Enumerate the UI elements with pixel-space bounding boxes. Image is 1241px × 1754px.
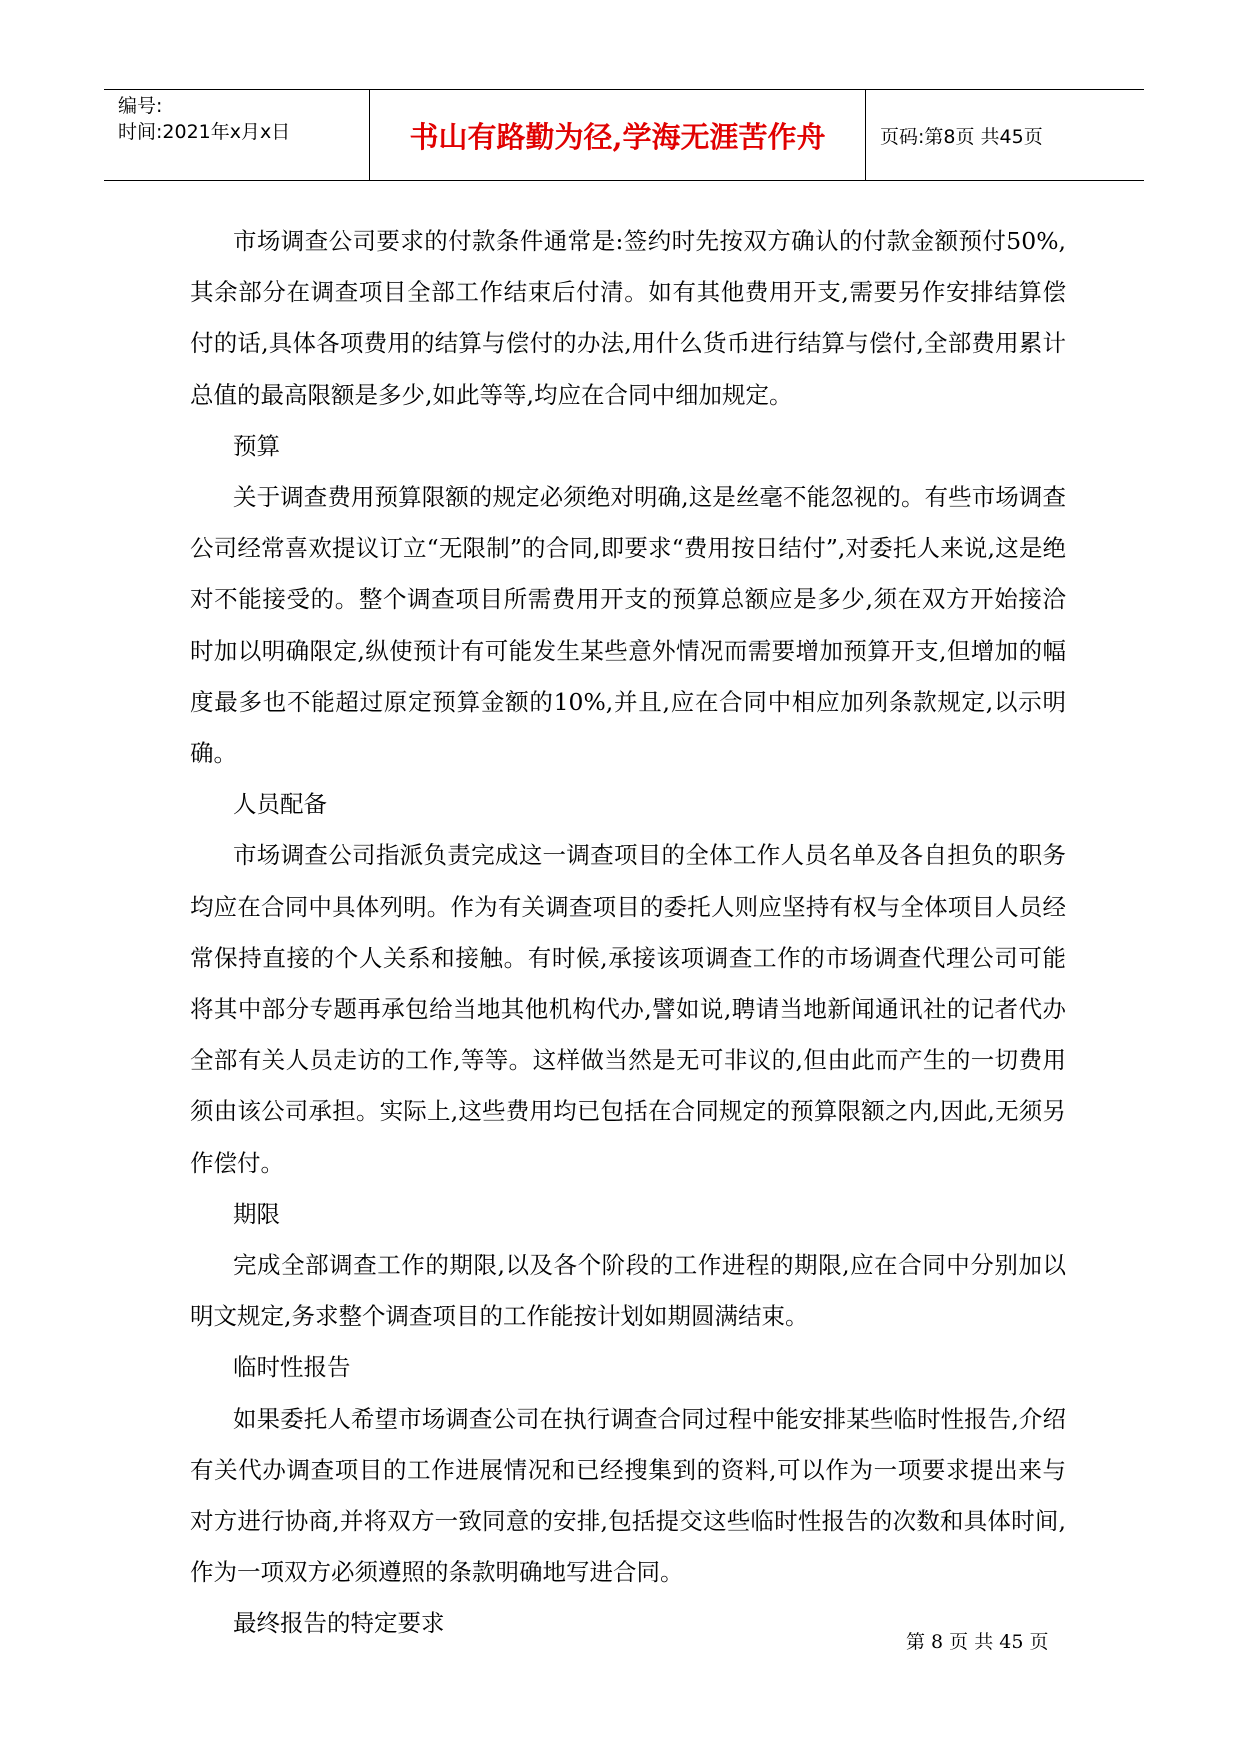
page-footer xyxy=(906,1627,1048,1654)
paragraph-staffing: 市场调查公司指派负责完成这一调查项目的全体工作人员名单及各自担负的职务均应在合同中具体列明。作为有关调查项目的委托人则应坚持有权与全体项目人员经常保持直接的个人关系和接触。有时候,承接该项调查工作的市场调查代理公司可能将其中部分专题再承包给当地其他机构代办,譬如说,聘请当地新闻通讯社的记者代办全部有关人员走访的工作,等等。这样做当然是无可非议的,但由此而产生的一切费用须由该公司承担。实际上,这些费用均已包括在合同规定的预算限额之内,因此,无须另作偿付。 xyxy=(190,841,1066,1177)
footer-page-number: 第 8 页 共 45 页 xyxy=(906,1631,1049,1653)
section-heading-budget: 预算 xyxy=(233,431,280,460)
section-heading-interim-report: 临时性报告 xyxy=(233,1353,351,1382)
number-label: 编号: xyxy=(118,95,163,117)
header-page-cell xyxy=(866,90,1144,180)
paragraph-interim-report: 如果委托人希望市场调查公司在执行调查合同过程中能安排某些临时性报告,介绍有关代办调查项目的工作进展情况和已经搜集到的资料,可以作为一项要求提出来与对方进行协商,并将双方一致同意的安排,包括提交这些临时性报告的次数和具体时间,作为一项双方必须遵照的条款明确地写进合同。 xyxy=(190,1404,1066,1587)
paragraph-budget: 关于调查费用预算限额的规定必须绝对明确,这是丝毫不能忽视的。有些市场调查公司经常喜欢提议订立“无限制”的合同,即要求“费用按日结付”,对委托人来说,这是绝对不能接受的。整个调查项目所需费用开支的预算总额应是多少,须在双方开始接洽时加以明确限定,纵使预计有可能发生某些意外情况而需要增加预算开支,但增加的幅度最多也不能超过原定预算金额的10%,并且,应在合同中相应加列条款规定,以示明确。 xyxy=(190,483,1066,768)
section-heading-final-report: 最终报告的特定要求 xyxy=(233,1609,445,1638)
header-meta-cell xyxy=(104,90,370,180)
paragraph-payment-terms: 市场调查公司要求的付款条件通常是:签约时先按双方确认的付款金额预付50%,其余部分在调查项目全部工作结束后付清。如有其他费用开支,需要另作安排结算偿付的话,具体各项费用的结算与偿付的办法,用什么货币进行结算与偿付,全部费用累计总值的最高限额是多少,如此等等,均应在合同中细加规定。 xyxy=(190,227,1066,409)
document-body xyxy=(190,216,1066,1650)
paragraph-deadline: 完成全部调查工作的期限,以及各个阶段的工作进程的期限,应在合同中分别加以明文规定,务求整个调查项目的工作能按计划如期圆满结束。 xyxy=(190,1251,1066,1331)
page-code-label: 页码:第8页 共45页 xyxy=(880,125,1043,148)
section-heading-deadline: 期限 xyxy=(233,1199,280,1228)
time-label: 时间:2021年x月x日 xyxy=(118,121,291,143)
document-header xyxy=(104,89,1144,181)
motto-text: 书山有路勤为径,学海无涯苦作舟 xyxy=(409,119,826,154)
header-motto-cell xyxy=(370,90,866,180)
section-heading-staffing: 人员配备 xyxy=(233,790,327,819)
